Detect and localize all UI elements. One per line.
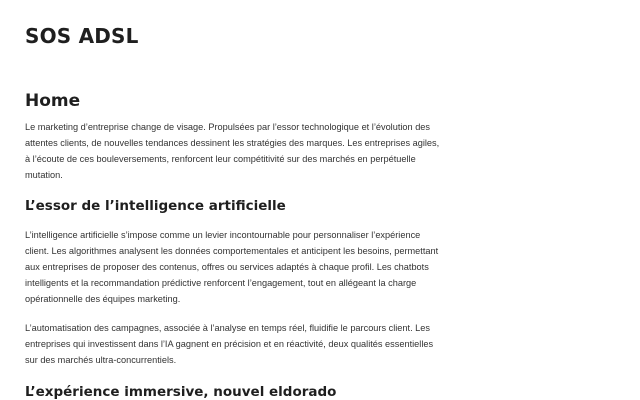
section-heading-ai: L’essor de l’intelligence artificielle xyxy=(25,198,286,214)
site-title[interactable]: SOS ADSL xyxy=(25,24,139,48)
ai-paragraph-2: L’automatisation des campagnes, associée à l’analyse en temps réel, fluidifie le parcours client. Les entreprises qui investissent dans l’IA gagnent en précision et en réactivité, deux qualités essentielles sur des marchés ultra-concurrentiels. xyxy=(25,323,434,365)
ai-paragraph-1: L’intelligence artificielle s’impose comme un levier incontournable pour personnaliser l’expérience client. Les algorithmes analysent les données comportementales et anticipent les besoins, permettant aux entreprises de proposer des contenus, offres ou services adaptés à chaque profil. Les chatbots intelligents et la recommandation prédictive renforcent l’engagement, tout en allégeant la charge opérationnelle des équipes marketing. xyxy=(25,230,439,304)
page-title: Home xyxy=(25,91,81,111)
main-content xyxy=(25,90,445,400)
intro-paragraph: Le marketing d’entreprise change de visage. Propulsées par l’essor technologique et l’évolution des attentes clients, de nouvelles tendances dessinent les stratégies des marques. Les entreprises agiles, à l’écoute de ces bouleversements, renforcent leur compétitivité sur des marchés en perpétuelle mutation. xyxy=(25,122,440,180)
section-heading-immersive: L’expérience immersive, nouvel eldorado xyxy=(25,384,337,400)
